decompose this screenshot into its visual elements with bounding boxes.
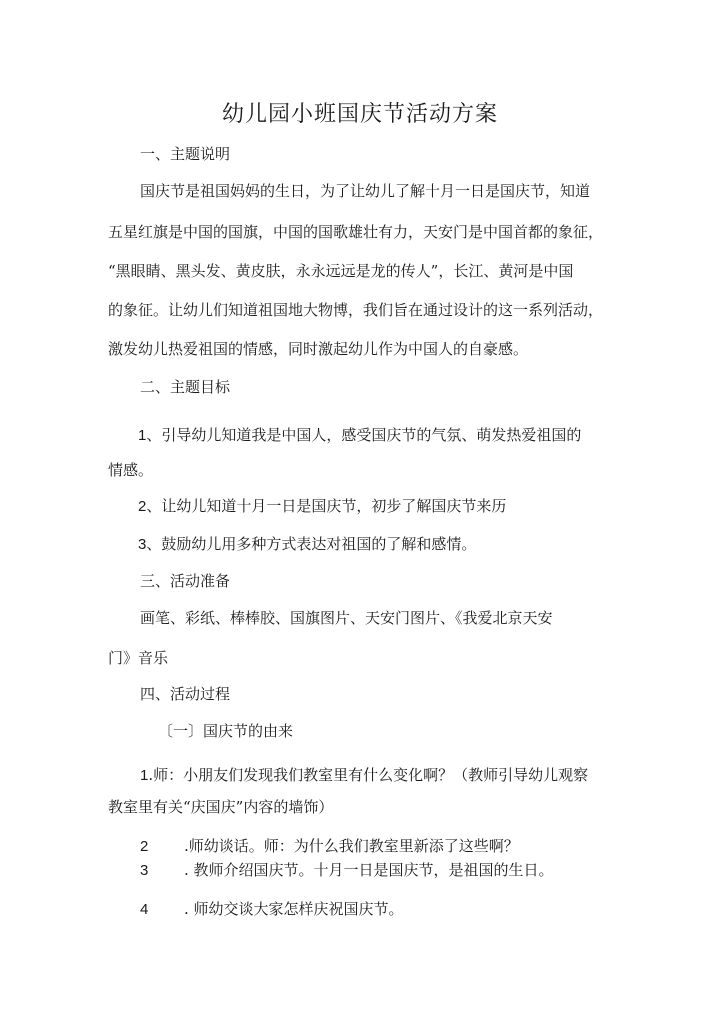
section-3-heading: 三、活动准备: [140, 572, 231, 590]
document-title: 幼儿园小班国庆节活动方案: [221, 102, 498, 127]
goal-number: 3: [138, 536, 147, 553]
goal-number: 1: [138, 427, 147, 444]
paragraph-line: “黑眼睛、黑头发、黄皮肤，永永远远是龙的传人”，长江、黄河是中国: [108, 262, 574, 280]
step-text: . 师幼交谈大家怎样庆祝国庆节。: [184, 900, 404, 918]
goal-text: 、鼓励幼儿用多种方式表达对祖国的了解和感情。: [146, 535, 477, 553]
goal-text: 、引导幼儿知道我是中国人，感受国庆节的气氛、萌发热爱祖国的: [146, 426, 582, 444]
step-number: 3: [140, 862, 149, 879]
step-item: [140, 860, 554, 881]
goal-text: 、让幼儿知道十月一日是国庆节，初步了解国庆节来历: [146, 497, 507, 515]
step-number: 2: [140, 838, 149, 855]
goal-item: [138, 534, 476, 555]
step-text: 教室里有关“庆国庆”内容的墙饰）: [108, 798, 334, 816]
goal-text: 情感。: [108, 461, 154, 479]
section-4-heading: 四、活动过程: [140, 685, 231, 703]
step-item: [140, 836, 519, 857]
goal-number: 2: [138, 498, 147, 515]
materials-line: 门》音乐: [108, 649, 169, 667]
section-1-heading: 一、主题说明: [140, 145, 231, 163]
materials-line: 画笔、彩纸、棒棒胶、国旗图片、天安门图片、《我爱北京天安: [140, 609, 553, 627]
paragraph-line: 五星红旗是中国的国旗，中国的国歌雄壮有力，天安门是中国首都的象征，: [108, 223, 604, 241]
section-2-heading: 二、主题目标: [140, 378, 231, 396]
goal-item: [138, 496, 506, 517]
step-item: [140, 899, 404, 920]
paragraph-line: 的象征。让幼儿们知道祖国地大物博，我们旨在通过设计的这一系列活动，: [108, 301, 604, 319]
step-number: 4: [140, 901, 149, 918]
step-number: 1: [140, 767, 149, 784]
sub-heading: 〔一〕国庆节的由来: [158, 722, 294, 740]
step-text: .师：小朋友们发现我们教室里有什么变化啊？（教师引导幼儿观察: [148, 766, 589, 784]
step-text: .师幼谈话。师：为什么我们教室里新添了这些啊？: [184, 837, 519, 855]
paragraph-line: 国庆节是祖国妈妈的生日，为了让幼儿了解十月一日是国庆节，知道: [140, 182, 591, 200]
paragraph-line: 激发幼儿热爱祖国的情感，同时激起幼儿作为中国人的自豪感。: [108, 340, 529, 358]
step-text: . 教师介绍国庆节。十月一日是国庆节，是祖国的生日。: [184, 861, 554, 879]
